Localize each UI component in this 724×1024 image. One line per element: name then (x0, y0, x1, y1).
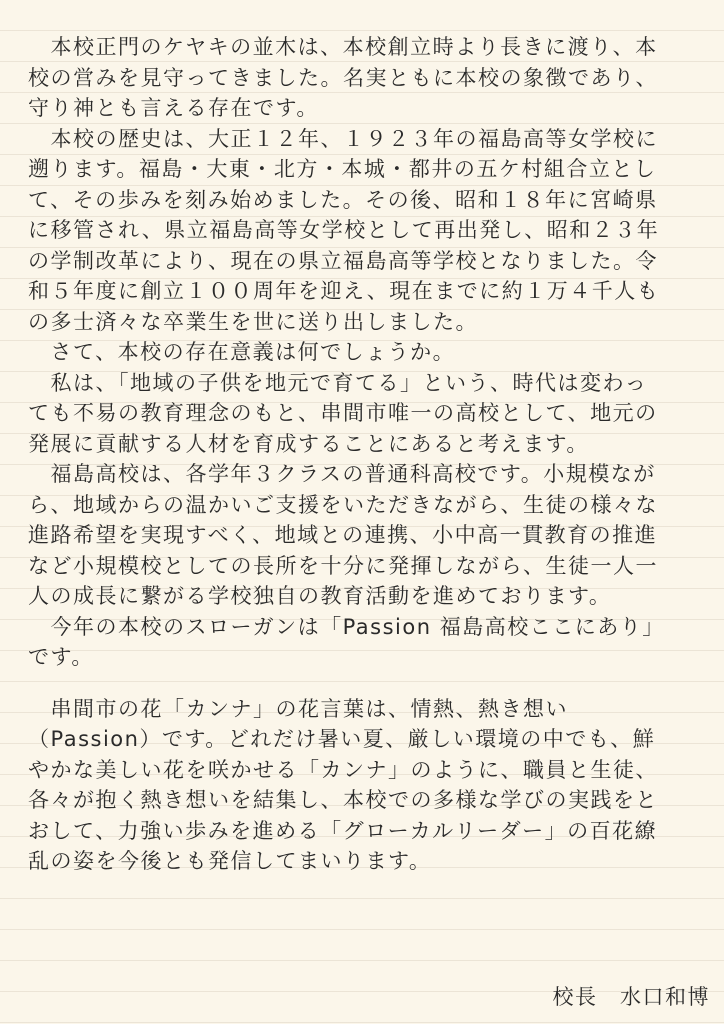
letter-line: 乱の姿を今後とも発信してまいります。 (28, 849, 432, 873)
letter-line: です。 (28, 645, 94, 669)
letter-body (28, 32, 698, 877)
letter-line: （Passion）です。どれだけ暑い夏、厳しい環境の中でも、鮮 (28, 727, 656, 751)
letter-line: さて、本校の存在意義は何でしょうか。 (28, 340, 456, 364)
letter-line: 今年の本校のスローガンは「Passion 福島高校ここにあり」 (28, 614, 665, 639)
letter-line: 進路希望を実現すべく、地域との連携、小中高一貫教育の推進 (28, 523, 658, 547)
letter-line: 遡ります。福島・大東・北方・本城・都井の五ケ村組合立とし (28, 157, 657, 181)
letter-line: の学制改革により、現在の県立福島高等学校となりました。令 (28, 248, 658, 273)
letter-line: ても不易の教育理念のもと、串間市唯一の高校として、地元の (28, 401, 658, 425)
paragraph-gap (28, 673, 698, 694)
letter-line: 和５年度に創立１００周年を迎え、現在までに約１万４千人も (28, 279, 660, 303)
letter-line: やかな美しい花を咲かせる「カンナ」のように、職員と生徒、 (28, 757, 658, 782)
letter-line: 発展に貢献する人材を育成することにあると考えます。 (28, 431, 589, 456)
letter-line: ら、地域からの温かいご支援をいただきながら、生徒の様々な (28, 492, 658, 517)
letter-line: て、その歩みを刻み始めました。その後、昭和１８年に宮崎県 (28, 187, 658, 212)
letter-line: 人の成長に繋がる学校独自の教育活動を進めております。 (28, 584, 612, 608)
letter-line: 本校の歴史は、大正１２年、１９２３年の福島高等女学校に (28, 126, 658, 151)
letter-line: 各々が抱く熱き想いを結集し、本校での多様な学びの実践をと (28, 788, 658, 812)
letter-line: の多士済々な卒業生を世に送り出しました。 (28, 309, 478, 334)
letter-line: に移管され、県立福島高等女学校として再出発し、昭和２３年 (28, 218, 660, 242)
letter-line: 串間市の花「カンナ」の花言葉は、情熱、熱き想い (28, 696, 568, 721)
letter-line: 私は、「地域の子供を地元で育てる」という、時代は変わっ (28, 370, 648, 395)
letter-line: おして、力強い歩みを進める「グローカルリーダー」の百花繚 (28, 818, 658, 843)
letter-line: 本校正門のケヤキの並木は、本校創立時より長きに渡り、本 (28, 35, 658, 59)
letter-line: 福島高校は、各学年３クラスの普通科高校です。小規模なが (28, 462, 656, 486)
letter-line: 校の営みを見守ってきました。名実ともに本校の象徴であり、 (28, 65, 658, 90)
letter-line: など小規模校としての長所を十分に発揮しながら、生徒一人一 (28, 553, 658, 578)
signature: 校長 水口和博 (552, 985, 710, 1009)
letter-line: 守り神とも言える存在です。 (28, 96, 319, 120)
